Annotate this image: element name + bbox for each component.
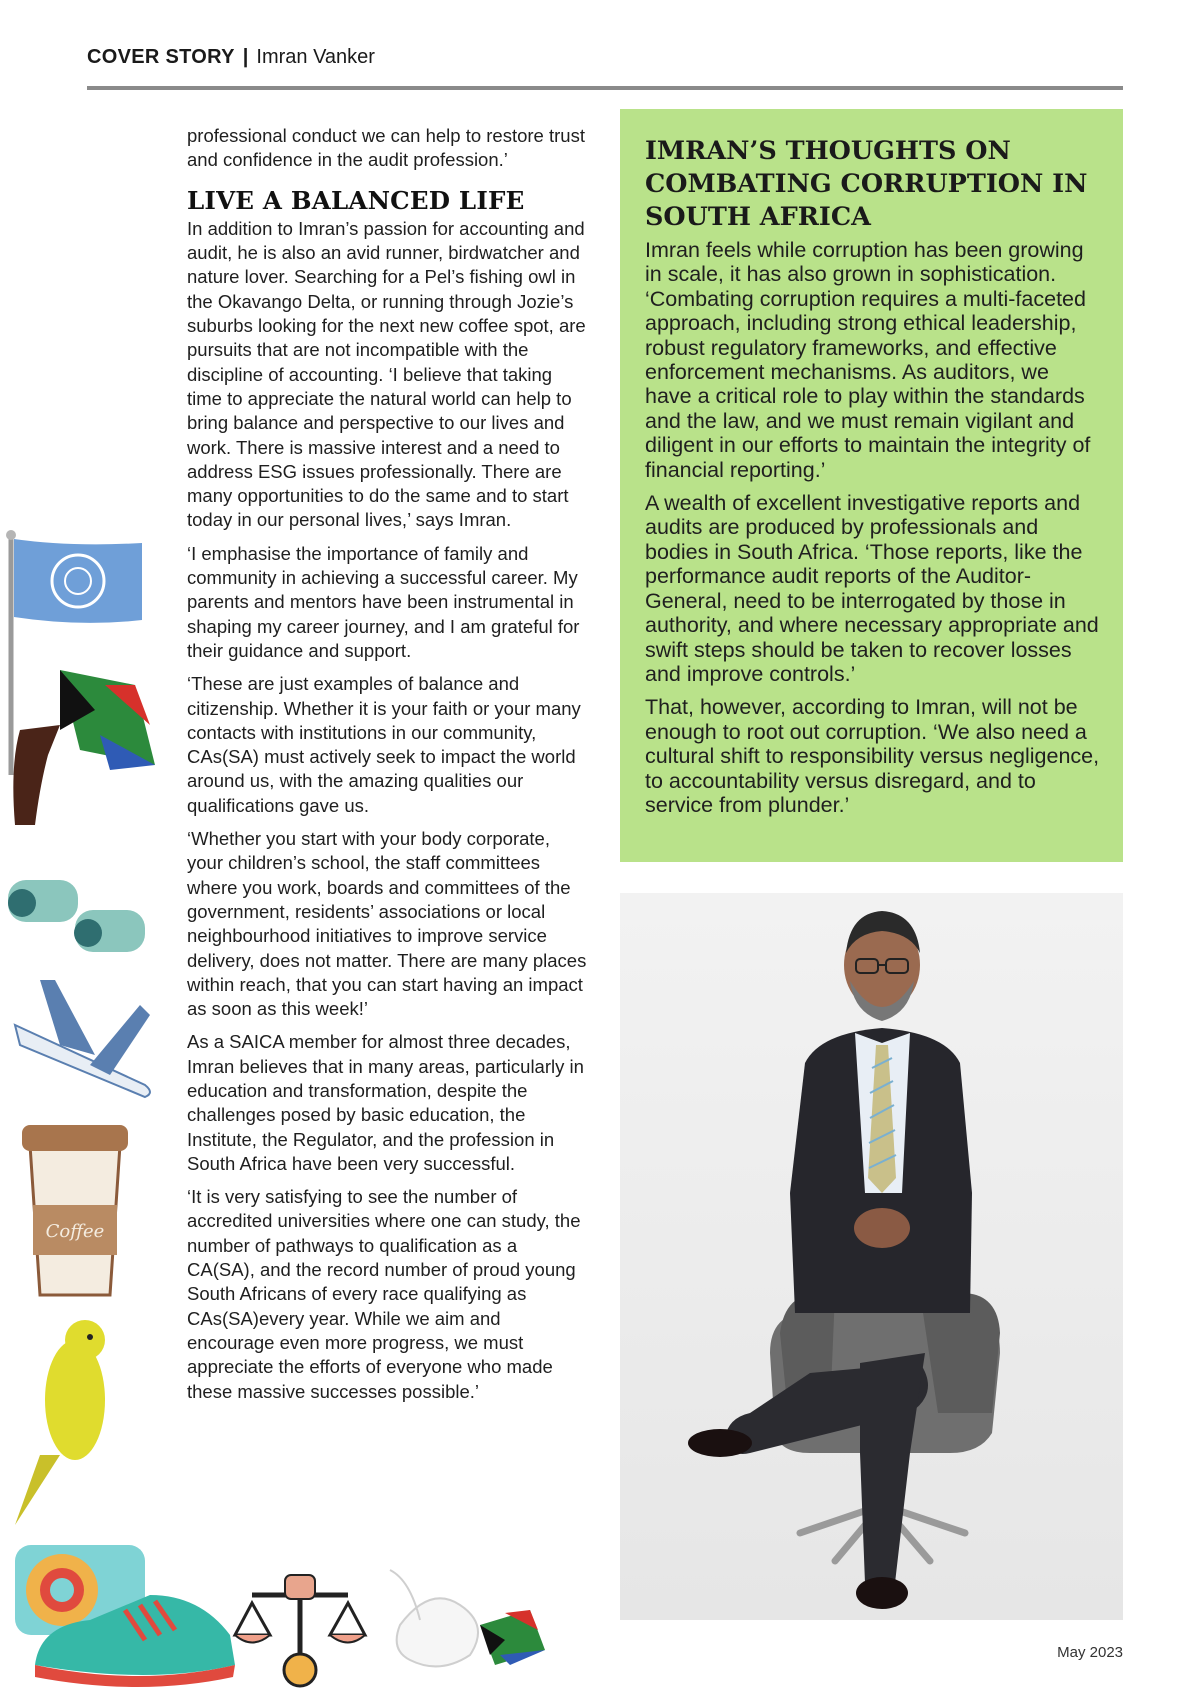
dove-icon — [390, 1570, 545, 1666]
sidebar-heading: IMRAN’S THOUGHTS ON COMBATING CORRUPTION IN SOUTH AFRICA — [645, 136, 1088, 232]
running-shoe-icon — [35, 1595, 235, 1687]
body-paragraph: ‘These are just examples of balance and citizenship. Whether it is your faith or your many contacts with institutions in our community, CAs(SA) must actively seek to impact the world around us, with the amazing qualities our qualifications gave us. — [187, 673, 581, 816]
bird-icon — [15, 1320, 105, 1525]
intro-paragraph: professional conduct we can help to restore trust and confidence in the audit profession.’ — [187, 125, 585, 171]
body-paragraph: In addition to Imran’s passion for accounting and audit, he is also an avid runner, birdwatcher and nature lover. Searching for a Pel’s fishing owl in the Okavango Delta, or running through Jozie’s suburbs looking for the next new coffee spot, are pursuits that are not incompatible with the discipline of accounting. ‘I believe that taking time to appreciate the natural world can help to bring balance and perspective to our lives and work. There is massive interest and a need to address ESG issues professionally. There are many opportunities to do the same and to start today in our personal lives,’ says Imran. — [187, 217, 586, 531]
bottom-illustrations — [30, 1565, 570, 1695]
decorative-illustrations — [0, 525, 160, 1685]
binoculars-icon — [8, 880, 145, 952]
justice-scales-icon — [235, 1575, 365, 1686]
header-rule — [87, 86, 1123, 90]
portrait-illustration — [620, 893, 1123, 1620]
coffee-cup-label: Coffee — [45, 1221, 105, 1242]
sidebar-paragraph: Imran feels while corruption has been growing in scale, it has also grown in sophistication. ‘Combating corruption requires a multi-faceted approach, including strong ethical leadership, robust regulatory frameworks, and effective enforcement mechanisms. As auditors, we have a critical role to play within the standards and the law, and we must remain vigilant and diligent in our efforts to maintain the integrity of financial reporting.’ — [645, 238, 1091, 482]
sidebar-paragraph: That, however, according to Imran, will not be enough to root out corruption. ‘We also need a cultural shift to responsibility versus negligence, to accountability versus disregard, and to service from plunder.’ — [645, 695, 1100, 817]
section-label: COVER STORY — [87, 46, 235, 68]
section-heading: LIVE A BALANCED LIFE — [187, 185, 525, 215]
south-africa-flag-icon — [13, 670, 155, 825]
coffee-cup-icon — [22, 1125, 128, 1295]
body-paragraph: ‘It is very satisfying to see the number of accredited universities where one can study, the number of pathways to qualification as a CA(SA), and the record number of proud young South Africans of every race qualifying as CAs(SA)every year. While we aim and encourage even more progress, we must appreciate the efforts of everyone who made these massive successes possible.’ — [187, 1186, 581, 1402]
page-header — [87, 46, 375, 69]
header-separator: | — [242, 46, 249, 68]
sidebar-paragraph: A wealth of excellent investigative reports and audits are produced by professionals and bodies in South Africa. ‘Those reports, like the performance audit reports of the Auditor-General, need to be interrogated by those in authority, and where necessary appropriate and swift steps should be taken to recover losses and improve controls.’ — [645, 491, 1099, 686]
airplane-icon — [15, 980, 150, 1097]
corruption-sidebar-box — [620, 109, 1123, 862]
author-name: Imran Vanker — [256, 46, 375, 68]
body-paragraph: ‘I emphasise the importance of family and community in achieving a successful career. My parents and mentors have been instrumental in shaping my career journey, and I am grateful for their guidance and support. — [187, 542, 580, 661]
body-paragraph: As a SAICA member for almost three decades, Imran believes that in many areas, particularly in education and transformation, despite the challenges posed by basic education, the Institute, the Regulator, and the profession in South Africa have been very successful. — [187, 1031, 584, 1174]
body-paragraph: ‘Whether you start with your body corporate, your children’s school, the staff committees where you work, boards and committees of the government, residents’ associations or local neighbourhood initiatives to improve service delivery, does not matter. There are many places within reach, that you can start having an impact as soon as this week!’ — [187, 828, 587, 1020]
portrait-photo — [620, 893, 1123, 1620]
issue-date: May 2023 — [1057, 1644, 1123, 1661]
article-left-column — [187, 124, 587, 1413]
